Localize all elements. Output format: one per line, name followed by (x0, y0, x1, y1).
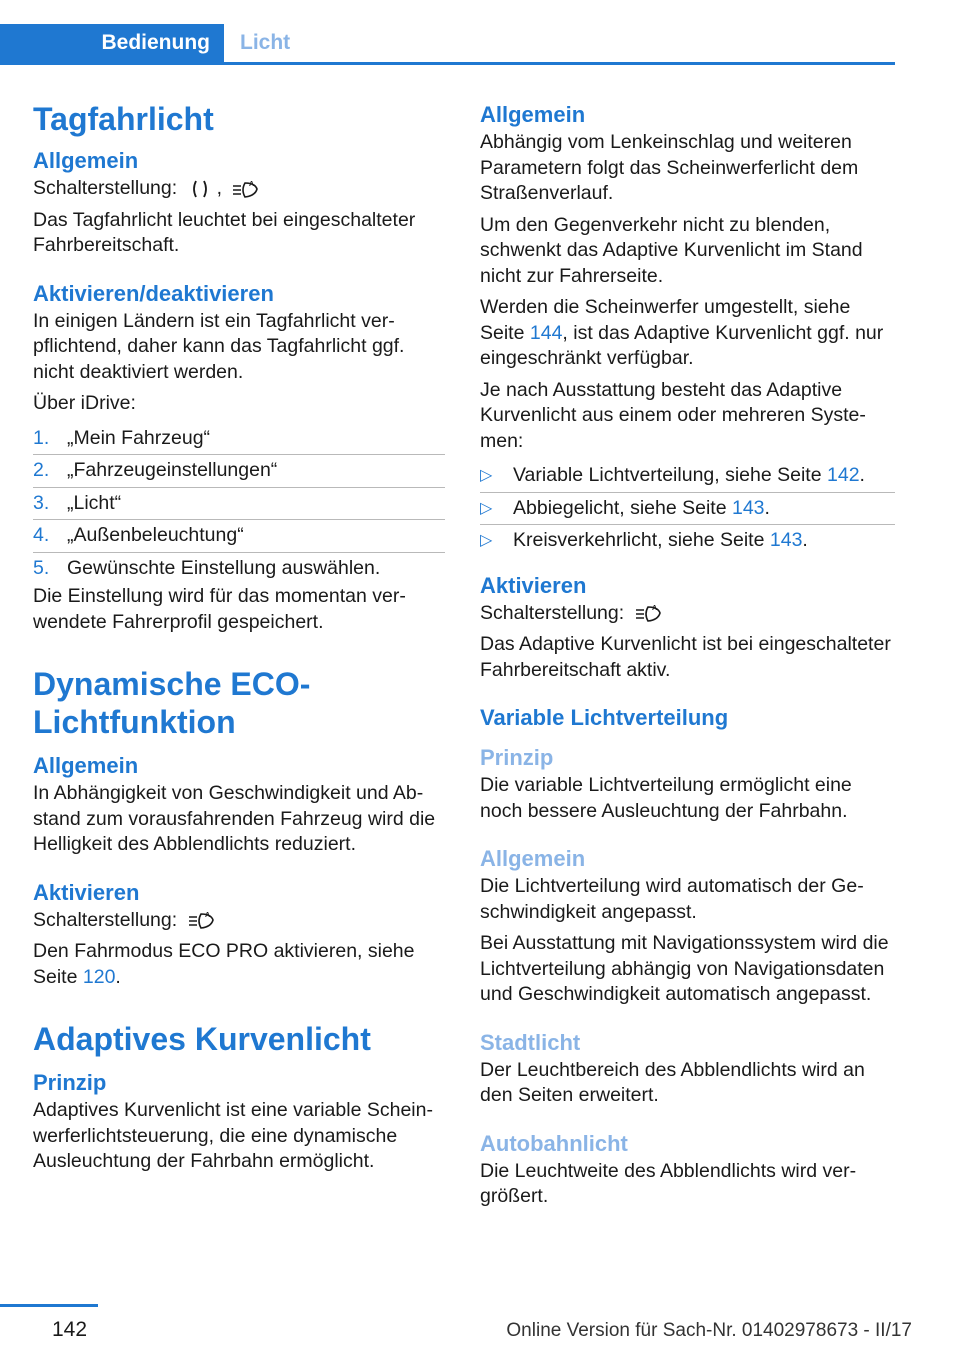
paragraph: In einigen Ländern ist ein Tagfahrlicht verpflichtend, daher kann das Tagfahrlicht ggf. nicht deaktiviert werden. (33, 309, 405, 383)
paragraph: Abhängig vom Lenkeinschlag und weiteren Parametern folgt das Scheinwerferlicht dem Straßenverlauf. (480, 131, 859, 204)
paragraph: Um den Gegenverkehr nicht zu blenden, schwenkt das Adaptive Kurvenlicht im Stand nicht zur Fahrerseite. (480, 213, 863, 287)
switch-position: Schalterstellung: A (33, 908, 445, 934)
right-column (480, 100, 895, 1216)
header-tabs (0, 24, 895, 65)
triangle-bullet-icon: ▷ (480, 467, 493, 484)
section-title-kurvenlicht: Adaptives Kurvenlicht (33, 1021, 371, 1057)
subheading-stadtlicht: Stadtlicht (480, 1029, 581, 1055)
list-item: 5. Gewünschte Einstellung auswählen. (33, 556, 381, 579)
triangle-bullet-icon: ▷ (480, 499, 493, 517)
paragraph: Das Tagfahrlicht leuchtet bei eingeschalteter Fahrbereitschaft. (33, 208, 416, 256)
triangle-bullet-icon: ▷ (480, 532, 493, 549)
list-item: ▷ Abbiegelicht, siehe Seite 143. (480, 493, 895, 526)
svg-text:A: A (651, 605, 657, 613)
heading-allgemein: Allgemein (33, 753, 139, 778)
switch-position: Schalterstellung: , A (33, 176, 445, 202)
heading-allgemein: Allgemein (480, 102, 586, 127)
idrive-steps-list (33, 423, 445, 585)
paragraph: Die variable Lichtverteilung ermöglicht eine noch bessere Ausleuchtung der Fahrbahn. (480, 774, 852, 822)
paragraph: In Abhängigkeit von Geschwindigkeit und Abstand zum vorausfahrenden Fahrzeug wird die Helligkeit des Abblendlichts reduziert. (33, 782, 436, 855)
systems-list (480, 460, 895, 557)
list-item: 3. „Licht“ (33, 488, 445, 521)
heading-allgemein: Allgemein (33, 148, 139, 173)
svg-text:A: A (249, 180, 255, 188)
page-link-144[interactable]: 144 (529, 321, 563, 344)
paragraph: Bei Ausstattung mit Navigationssystem wird die Lichtverteilung abhängig von Navigationsdaten und Geschwindigkeit automatisch angepasst. (480, 932, 889, 1005)
subheading-autobahnlicht: Autobahnlicht (480, 1130, 628, 1156)
left-column (33, 100, 445, 1181)
paragraph: Das Adaptive Kurvenlicht ist bei eingeschalteter Fahrbereitschaft aktiv. (480, 633, 891, 681)
paragraph: Den Fahrmodus ECO PRO aktivieren, siehe Seite 120. (33, 940, 415, 988)
switch-position: Schalterstellung: A (480, 601, 895, 627)
paragraph: Über iDrive: (33, 392, 136, 414)
footer-rule (0, 1304, 98, 1307)
subheading-allgemein: Allgemein (480, 846, 586, 871)
paragraph: Adaptives Kurvenlicht ist eine variable Scheinwerferlichtsteuerung, die eine dynamische Ausleuchtung der Fahrbahn ermöglicht. (33, 1099, 433, 1172)
paragraph: Die Leuchtweite des Abblendlichts wird vergrößert. (480, 1159, 857, 1207)
paragraph: Werden die Scheinwerfer umgestellt, siehe Seite 144, ist das Adaptive Kurvenlicht ggf. nur eingeschränkt verfügbar. (480, 296, 884, 369)
section-title-tagfahrlicht: Tagfahrlicht (33, 101, 214, 137)
page-link-143[interactable]: 143 (731, 496, 765, 519)
heading-prinzip: Prinzip (33, 1070, 107, 1095)
page-link-120[interactable]: 120 (82, 965, 116, 988)
paragraph: Der Leuchtbereich des Abblendlichts wird an den Seiten erweitert. (480, 1058, 865, 1106)
page-link-142[interactable]: 142 (827, 464, 860, 486)
footer-online-version: Online Version für Sach-Nr. 01402978673 - II/17 (506, 1320, 912, 1341)
heading-aktivieren-deaktivieren: Aktivieren/deaktivieren (33, 280, 274, 306)
auto-headlight-icon (231, 178, 261, 200)
list-item: 2. „Fahrzeugeinstellungen“ (33, 455, 445, 488)
page-number: 142 (52, 1318, 88, 1341)
section-title-eco-licht: Dynamische ECO- Lichtfunktion (33, 666, 311, 740)
paragraph: Je nach Ausstattung besteht das Adaptive Kurvenlicht aus einem oder mehreren Systemen: (480, 378, 866, 452)
auto-headlight-icon (187, 909, 217, 931)
subheading-prinzip: Prinzip (480, 745, 554, 770)
tab-licht[interactable]: Licht (240, 31, 291, 54)
list-item: ▷ Variable Lichtverteilung, siehe Seite 142. (480, 460, 895, 493)
paragraph: Die Einstellung wird für das momentan verwendete Fahrerprofil gespeichert. (33, 585, 406, 633)
heading-aktivieren: Aktivieren (33, 879, 140, 905)
tab-bedienung[interactable]: Bedienung (0, 24, 224, 62)
heading-variable-lichtverteilung: Variable Lichtverteilung (480, 705, 729, 730)
heading-aktivieren: Aktivieren (480, 572, 587, 598)
list-item: ▷ Kreisverkehrlicht, siehe Seite 143. (480, 525, 895, 557)
parking-light-icon (187, 178, 213, 200)
page-link-143[interactable]: 143 (769, 529, 803, 551)
list-item: 4. „Außenbeleuchtung“ (33, 520, 445, 553)
auto-headlight-icon (634, 602, 664, 624)
svg-text:A: A (204, 912, 210, 920)
paragraph: Die Lichtverteilung wird automatisch der Geschwindigkeit angepasst. (480, 875, 864, 923)
list-item: 1. „Mein Fahrzeug“ (33, 423, 445, 456)
